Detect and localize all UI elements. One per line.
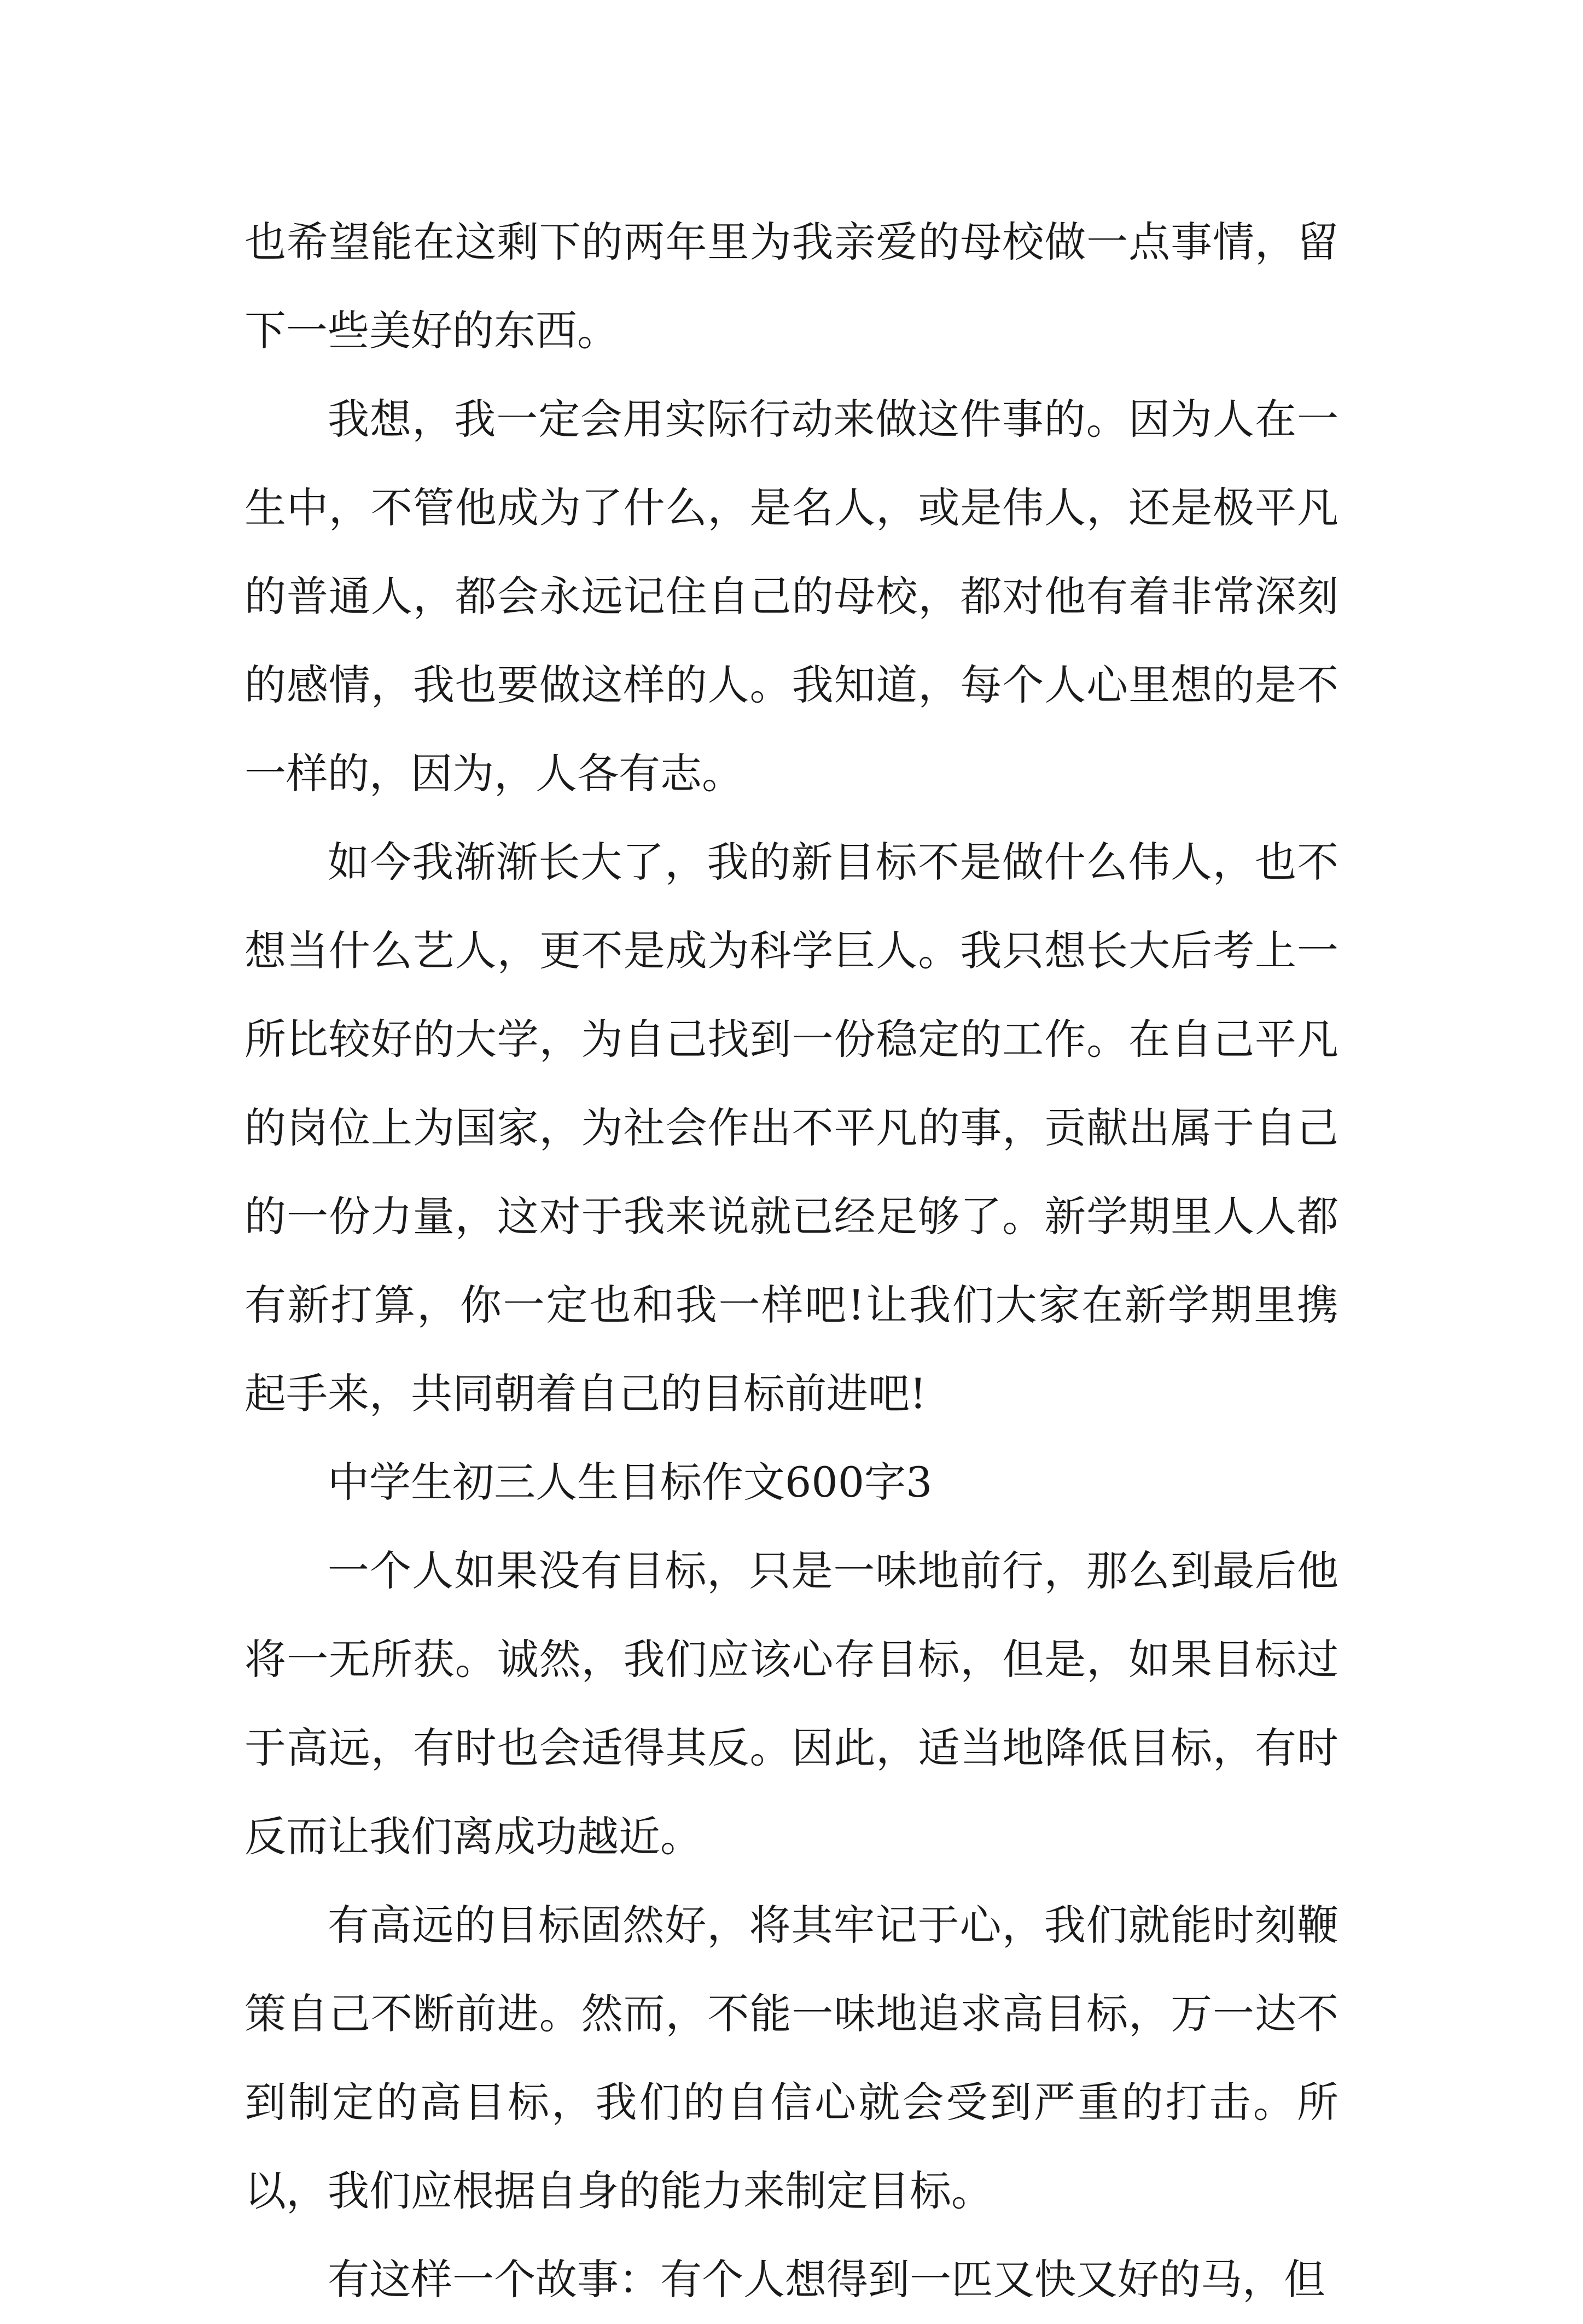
section-heading: 中学生初三人生目标作文600字3 — [328, 1458, 933, 1506]
paragraph-1: 也希望能在这剩下的两年里为我亲爱的母校做一点事情，留下一些美好的东西。 — [245, 218, 1338, 355]
document-body — [245, 198, 1338, 2324]
paragraph-3: 如今我渐渐长大了，我的新目标不是做什么伟人，也不想当什么艺人，更不是成为科学巨人。我只想长大后考上一所比较好的大学，为自己找到一份稳定的工作。在自己平凡的岗位上为国家，为社会作出不平凡的事，贡献出属于自己的一份力量，这对于我来说就已经足够了。新学期里人人都有新打算，你一定也和我一样吧!让我们大家在新学期里携起手来，共同朝着自己的目标前进吧! — [245, 838, 1338, 1418]
paragraph-6: 有这样一个故事：有个人想得到一匹又快又好的马，但 — [328, 2255, 1325, 2304]
paragraph-2: 我想，我一定会用实际行动来做这件事的。因为人在一生中，不管他成为了什么，是名人，或是伟人，还是极平凡的普通人，都会永远记住自己的母校，都对他有着非常深刻的感情，我也要做这样的人。我知道，每个人心里想的是不一样的，因为，人各有志。 — [245, 395, 1338, 798]
paragraph-4: 一个人如果没有目标，只是一味地前行，那么到最后他将一无所获。诚然，我们应该心存目标，但是，如果目标过于高远，有时也会适得其反。因此，适当地降低目标，有时反而让我们离成功越近。 — [245, 1546, 1338, 1861]
paragraph-5: 有高远的目标固然好，将其牢记于心，我们就能时刻鞭策自己不断前进。然而，不能一味地追求高目标，万一达不到制定的高目标，我们的自信心就会受到严重的打击。所以，我们应根据自身的能力来制定目标。 — [245, 1901, 1338, 2215]
